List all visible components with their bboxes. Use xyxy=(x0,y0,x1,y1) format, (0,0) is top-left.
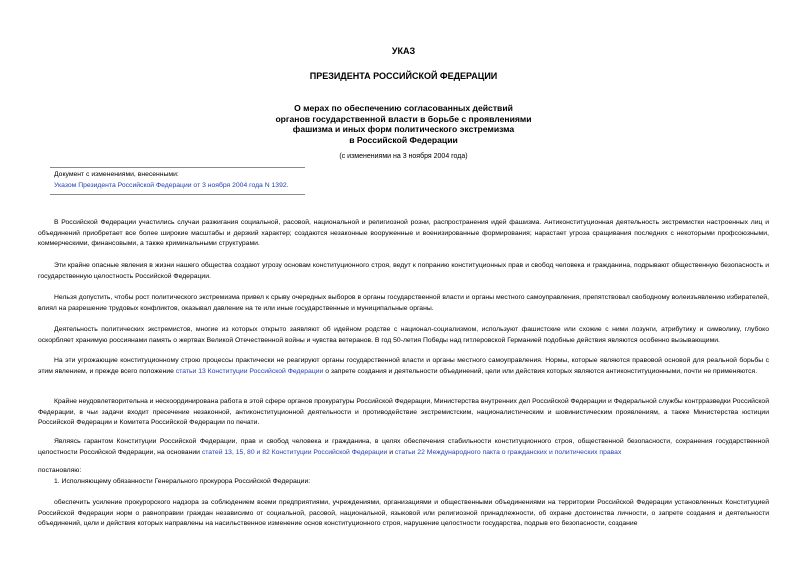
title-line: органов государственной власти в борьбе с проявлениями xyxy=(275,113,532,124)
doc-type-heading: УКАЗ xyxy=(391,46,416,56)
decree-word: постановляю: xyxy=(38,467,82,474)
paragraph-3: Нельзя допустить, чтобы рост политического экстремизма привел к срыву очередных выборов в органы государственной власти и органы местного самоуправления, препятствовал свободному волеизъявлению избирателей, влиял на разрешение трудовых конфликтов, оказывал давление на те или иные государственные и муниципальные органы. xyxy=(38,294,769,312)
paragraph-7: Являясь гарантом Конституции Российской Федерации, прав и свобод человека и гражданина, в целях обеспечения стабильности конституционного строя, общественной безопасности, сохранения государственной целостности Российской Федерации, на основании статей 13, 15, 80 и 82 Конституции Российской Федерации и статьи 22 Международного пакта о гражданских и политических правах xyxy=(38,438,769,456)
issuer-heading: ПРЕЗИДЕНТА РОССИЙСКОЙ ФЕДЕРАЦИИ xyxy=(309,71,498,81)
amending-decree-link[interactable]: Указом Президента Российской Федерации от 3 ноября 2004 года N 1392. xyxy=(54,181,289,189)
edition-note: (с изменениями на 3 ноября 2004 года) xyxy=(339,153,468,160)
changes-label: Документ с изменениями, внесенными: xyxy=(54,171,179,178)
title-line: О мерах по обеспечению согласованных действий xyxy=(294,103,513,113)
title-line: в Российской Федерации xyxy=(349,134,458,145)
title-line: фашизма и иных форм политического экстремизма xyxy=(292,124,515,134)
divider-bottom xyxy=(50,194,305,195)
divider-top xyxy=(50,167,305,168)
paragraph-1: В Российской Федерации участились случаи разжигания социальной, расовой, национальной и религиозной розни, распространения идей фашизма. Антиконституционная деятельность экстремистки настроенных лиц и объединений приобретает все более широкие масштабы и дерзкий характер; создаются незаконные вооруженные и военизированные формирования; нарастает угроза сращивания последних с некоторыми профсоюзными, коммерческими, финансовыми, а также криминальными структурами. xyxy=(38,219,769,248)
changes-block xyxy=(54,170,289,191)
item-1: 1. Исполняющему обязанности Генерального прокурора Российской Федерации: xyxy=(54,478,311,485)
paragraph-2: Эти крайне опасные явления в жизни нашего общества создают угрозу основам конституционного строя, ведут к попранию конституционных прав и свобод человека и гражданина, подрывают общественную безопасность и государственную целостность Российской Федерации. xyxy=(38,262,769,280)
document-title xyxy=(200,103,607,145)
constitution-articles-link[interactable]: статей 13, 15, 80 и 82 Конституции Российской Федерации xyxy=(201,448,388,456)
international-covenant-link[interactable]: статьи 22 Международного пакта о гражданских и политических правах xyxy=(394,448,622,456)
paragraph-5: На эти угрожающие конституционному строю процессы практически не реагируют органы государственной власти и органы местного самоуправления. Нормы, которые являются правовой основой для реальной борьбы с этим явлением, и прежде всего положение статьи 13 Конституции Российской Федерации о запрете создания и деятельности объединений, цели или действия которых являются антиконституционными, почти не применяются. xyxy=(38,357,769,375)
paragraph-6: Крайне неудовлетворительна и нескоординирована работа в этой сфере органов прокуратуры Российской Федерации, Министерства внутренних дел Российской Федерации и Федеральной службы контрразведки Российской Федерации, в чьи задачи входит пресечение незаконной, антиконституционной деятельности и противодействие экстремистским, националистическим и шовинистическим проявлениям, а также Министерства юстиции Российской Федерации и Комитета Российской Федерации по печати. xyxy=(38,398,769,427)
paragraph-8: обеспечить усиление прокурорского надзора за соблюдением всеми предприятиями, учреждениями, организациями и общественными объединениями на территории Российской Федерации установленных Конституцией Российской Федерации норм о равноправии граждан независимо от социальной, расовой, национальной, языковой или религиозной принадлежности, об охране достоинства личности, о запрете создания и деятельности объединений, цели и действия которых направлены на насильственное изменение основ конституционного строя, нарушение целостности государства, подрыв его безопасности, создание xyxy=(38,499,769,528)
paragraph-4: Деятельность политических экстремистов, многие из которых открыто заявляют об идейном родстве с национал-социализмом, используют фашистские или схожие с ними лозунги, атрибутику и символику, глубоко оскорбляет хранимую россиянами память о жертвах Великой Отечественной войны и чувства ветеранов. В год 50-летия Победы над гитлеровской Германией подобные действия являются особенно вызывающими. xyxy=(38,326,769,344)
constitution-article-13-link[interactable]: статьи 13 Конституции Российской Федерации xyxy=(175,367,324,375)
